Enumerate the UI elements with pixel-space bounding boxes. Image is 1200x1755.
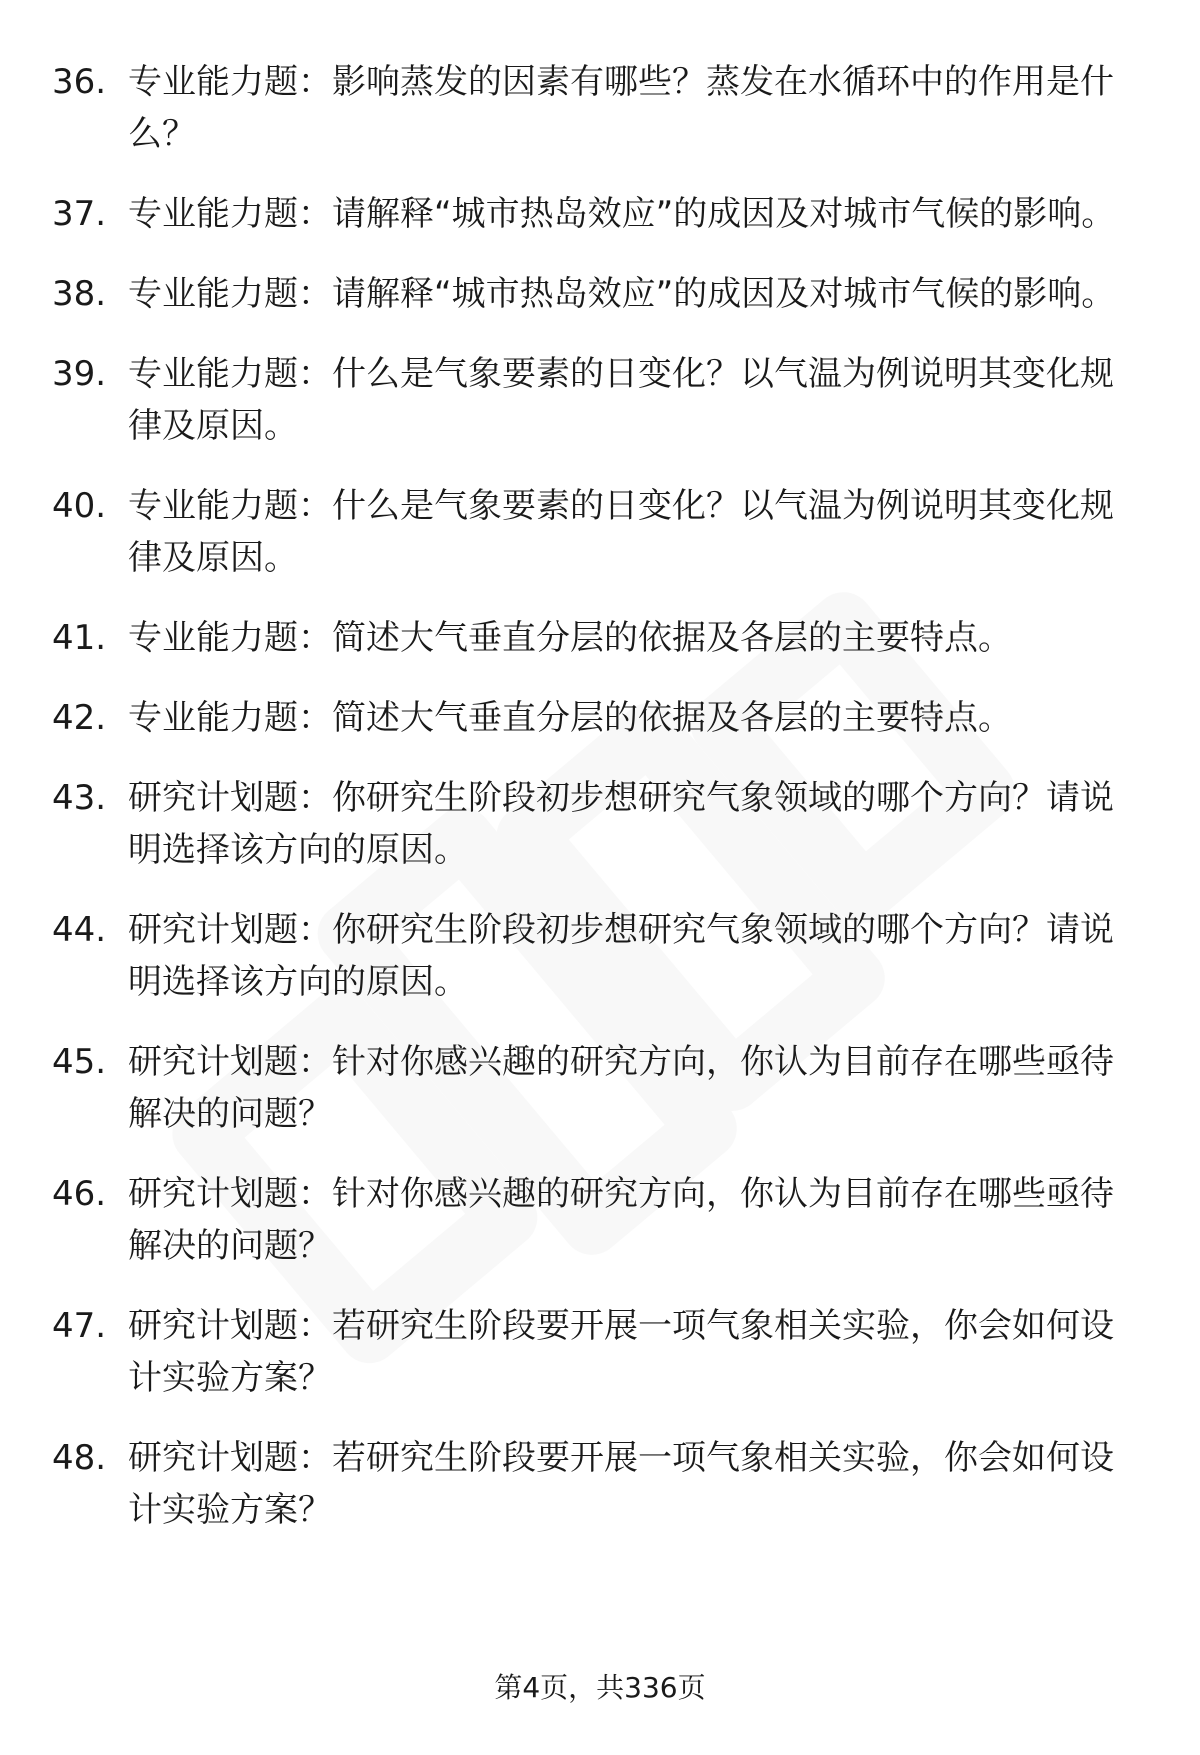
question-number: 41. (52, 618, 107, 658)
question-number: 38. (52, 274, 107, 314)
page-footer (0, 1668, 1200, 1708)
question-item (52, 56, 1116, 160)
question-text: 专业能力题：什么是气象要素的日变化？以气温为例说明其变化规律及原因。 (128, 486, 1114, 578)
question-item (52, 480, 1116, 584)
question-number: 45. (52, 1042, 107, 1082)
question-text: 研究计划题：你研究生阶段初步想研究气象领域的哪个方向？请说明选择该方向的原因。 (128, 910, 1114, 1002)
question-number: 37. (52, 194, 107, 234)
question-number: 46. (52, 1174, 107, 1214)
question-text: 研究计划题：若研究生阶段要开展一项气象相关实验，你会如何设计实验方案？ (128, 1438, 1114, 1530)
question-item (52, 268, 1116, 320)
question-item (52, 612, 1116, 664)
question-text: 研究计划题：针对你感兴趣的研究方向，你认为目前存在哪些亟待解决的问题？ (128, 1042, 1114, 1134)
question-text: 专业能力题：什么是气象要素的日变化？以气温为例说明其变化规律及原因。 (128, 354, 1114, 446)
question-text: 专业能力题：简述大气垂直分层的依据及各层的主要特点。 (128, 618, 1012, 658)
question-text: 研究计划题：针对你感兴趣的研究方向，你认为目前存在哪些亟待解决的问题？ (128, 1174, 1114, 1266)
question-text: 专业能力题：简述大气垂直分层的依据及各层的主要特点。 (128, 698, 1012, 738)
question-number: 48. (52, 1438, 107, 1478)
question-text: 专业能力题：影响蒸发的因素有哪些？蒸发在水循环中的作用是什么？ (128, 62, 1114, 154)
question-number: 44. (52, 910, 107, 950)
question-item (52, 692, 1116, 744)
question-text: 专业能力题：请解释“城市热岛效应”的成因及对城市气候的影响。 (128, 194, 1116, 234)
question-number: 42. (52, 698, 107, 738)
question-item (52, 772, 1116, 876)
question-list (52, 56, 1152, 1564)
question-item (52, 348, 1116, 452)
question-text: 研究计划题：若研究生阶段要开展一项气象相关实验，你会如何设计实验方案？ (128, 1306, 1114, 1398)
page-number-label: 第4页，共336页 (494, 1671, 706, 1704)
question-item (52, 1432, 1116, 1536)
question-text: 专业能力题：请解释“城市热岛效应”的成因及对城市气候的影响。 (128, 274, 1116, 314)
question-number: 43. (52, 778, 107, 818)
question-item (52, 188, 1116, 240)
question-text: 研究计划题：你研究生阶段初步想研究气象领域的哪个方向？请说明选择该方向的原因。 (128, 778, 1114, 870)
question-number: 39. (52, 354, 107, 394)
question-item (52, 1300, 1116, 1404)
question-item (52, 904, 1116, 1008)
question-item (52, 1168, 1116, 1272)
question-item (52, 1036, 1116, 1140)
question-number: 40. (52, 486, 107, 526)
question-number: 36. (52, 62, 107, 102)
question-number: 47. (52, 1306, 107, 1346)
